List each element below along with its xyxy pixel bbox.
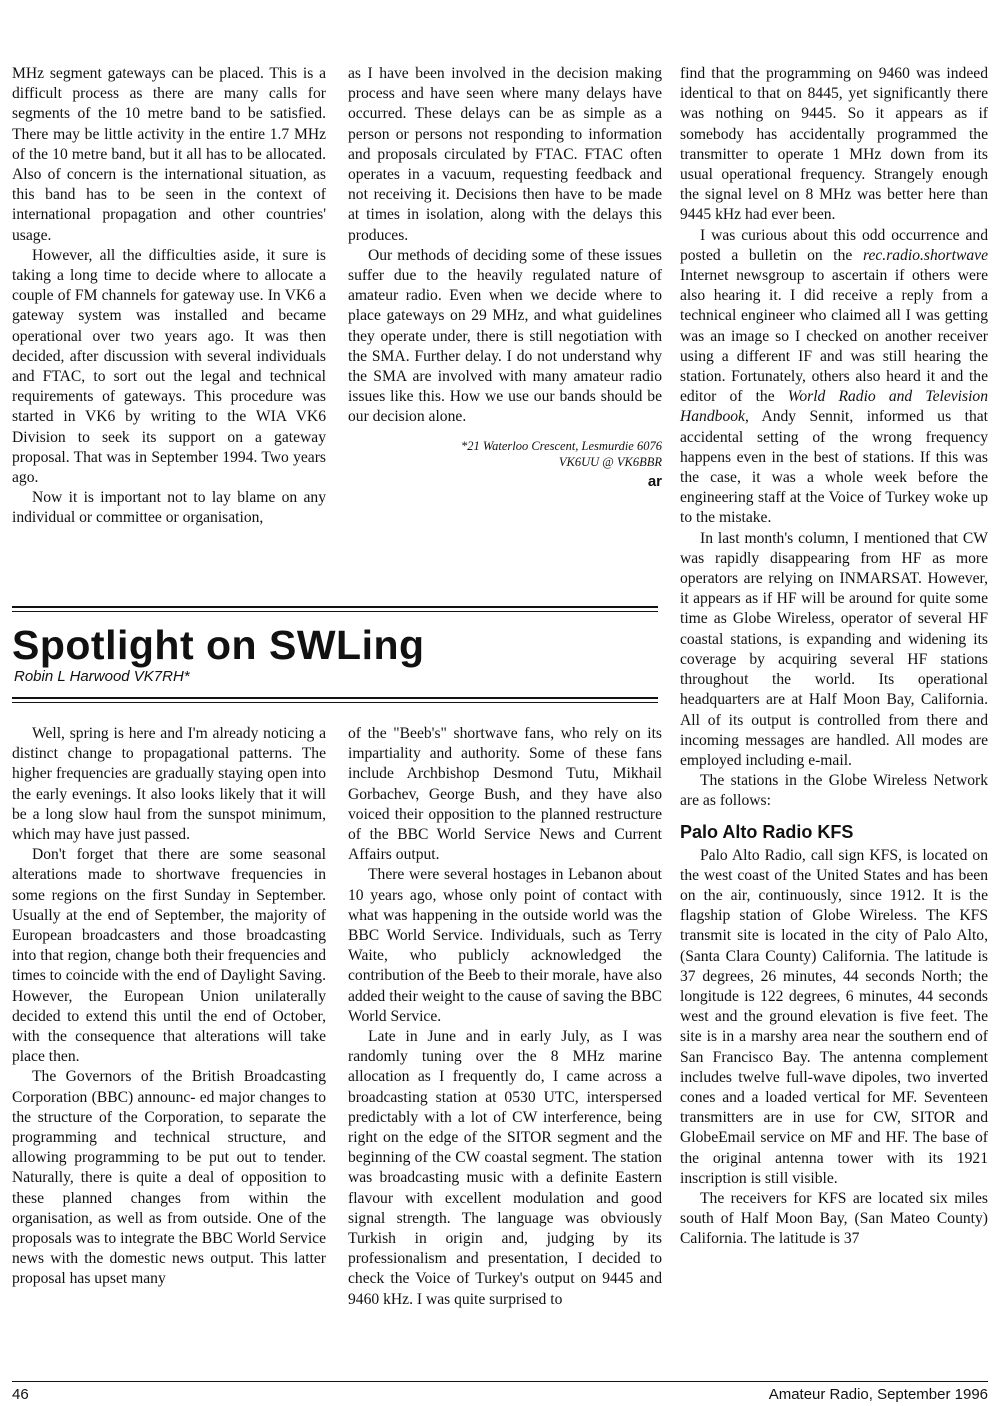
paragraph: MHz segment gateways can be placed. This is a difficult process as there are many calls for segments of the 10 metre band to be satisfied. There may be little activity in the entire 1.7 MHz of the 10 metre band, but it all has to be allocated. Also of concern is the international situation, as this band has to be seen in the context of international propagation and other countries' usage.	[12, 65, 326, 244]
paragraph: Palo Alto Radio, call sign KFS, is located on the west coast of the United States and has been on the air, continuously, since 1912. It is the flagship station of Globe Wireless. The KFS transmit site is located in the city of Palo Alto, (Santa Clara County) California. The latitude is 37 degrees, 26 minutes, 44 seconds North; the longitude is 122 degrees, 6 minutes, 44 seconds west and the ground elevation is five feet. The site is in a marshy area near the southern end of San Francisco Bay. The antenna complement includes twelve full-wave dipoles, two inverted cones and a loaded vertical for MF. Seventeen transmitters are in use for CW, SITOR and GlobeEmail service on MF and HF. The base of the original antenna tower with its 1921 inscription is still visible.	[680, 846, 988, 1187]
paragraph: Don't forget that there are some seasonal alterations made to shortwave frequencies in some regions on the first Sunday in September. Usually at the end of September, the majority of European broadcasters and those broadcasting into that region, change both their frequencies and times to coincide with the end of Daylight Saving. However, the European Union unilaterally decided to extend this until the end of October, with the consequence that alterations will take place then.	[12, 846, 326, 1066]
end-mark: ar	[647, 472, 662, 490]
section-rule-bottom-thin	[12, 702, 658, 703]
article-title: Spotlight on SWLing	[12, 622, 425, 668]
paragraph: Well, spring is here and I'm already noticing a distinct change to propagational patterns. The higher frequencies are gradually staying open into the early evenings. It also looks likely that it will be a long slow haul from the sunspot minimum, which may have just passed.	[12, 725, 326, 844]
section-rule-top	[12, 606, 658, 608]
right-column	[680, 64, 988, 1250]
text-run: Internet newsgroup to ascertain if others were also hearing it. I did receive a reply from a technical engineer who claimed all I was getting was an image so I checked on another receiver using a different IF and was still hearing the station. Fortunately, others also heard it and the editor of the	[680, 267, 988, 406]
footer-rule	[12, 1381, 988, 1382]
article-author: Robin L Harwood VK7RH*	[14, 668, 190, 685]
page-number: 46	[12, 1386, 29, 1403]
paragraph: of the "Beeb's" shortwave fans, who rely on its impartiality and authority. Some of these fans include Archbishop Desmond Tutu, Mikhail Gorbachev, George Bush, and they have also voiced their opposition to the planned restructure of the BBC World Service News and Current Affairs output.	[348, 725, 662, 864]
publication-footer: Amateur Radio, September 1996	[768, 1386, 988, 1403]
top-column-2	[348, 64, 662, 492]
paragraph: The stations in the Globe Wireless Network are as follows:	[680, 772, 988, 810]
publication-name: World Radio and Television Handbook	[680, 388, 988, 426]
author-callsign: VK6UU @ VK6BBR	[558, 454, 662, 469]
text-run: I was curious about this odd occurrence and posted a bulletin on the	[680, 226, 988, 264]
newsgroup-name: rec.radio.shortwave	[862, 246, 988, 264]
top-column-1	[12, 64, 326, 529]
paragraph: Late in June and in early July, as I was randomly tuning over the 8 MHz marine allocation as I frequently do, I came across a broadcasting station at 0530 UTC, interspersed predictably with a lot of CW interference, being right on the edge of the SITOR segment and the beginning of the CW coastal segment. The station was broadcasting music with a definite Eastern flavour with excellent modulation and good signal strength. The language was obviously Turkish in origin and, judging by its professionalism and presentation, I decided to check the Voice of Turkey's output on 9445 and 9460 kHz. I was quite surprised to	[348, 1028, 662, 1308]
paragraph: find that the programming on 9460 was indeed identical to that on 8445, yet significantly there was nothing on 9445. So it appears as if somebody has accidentally programmed the transmitter to operate 1 MHz down from its usual operational frequency. Strangely enough the signal level on 8 MHz was better here than 9445 kHz had ever been.	[680, 65, 988, 224]
paragraph: The Governors of the British Broadcasting Corporation (BBC) announc- ed major changes to the structure of the Corporation, to separate the programming and technical structure, and allowing programming to be put out to tender. Naturally, there is quite a deal of opposition to these planned changes from within the organisation, as well as from outside. One of the proposals was to integrate the BBC World Service news with the domestic news output. This latter proposal has upset many	[12, 1068, 326, 1288]
paragraph: The receivers for KFS are located six miles south of Half Moon Bay, (San Mateo County) California. The latitude is 37	[680, 1189, 988, 1248]
section-rule-top-thin	[12, 611, 658, 612]
paragraph	[680, 226, 988, 529]
paragraph: In last month's column, I mentioned that CW was rapidly disappearing from HF as more operators are relying on INMARSAT. However, it appears as if HF will be around for quite some time as Globe Wireless, operator of several HF coastal stations, is expanding and widening its coverage by acquiring several HF stations throughout the world. Its operational headquarters are at Half Moon Bay, California. All of its output is controlled from there and incoming messages are handled. All modes are employed including e-mail.	[680, 529, 988, 769]
paragraph: There were several hostages in Lebanon about 10 years ago, whose only point of contact with what was happening in the outside world was the BBC World Service. Individuals, such as Terry Waite, who publicly acknowledged the contribution of the Beeb to their morale, have also added their weight to the cause of saving the BBC World Service.	[348, 866, 662, 1025]
paragraph: Our methods of deciding some of these issues suffer due to the heavily regulated nature of amateur radio. Even when we decide where to place gateways on 29 MHz, and what guidelines they operate under, there is still negotiation with the SMA. Further delay. I do not understand why the SMA are involved with many amateur radio issues like this. How we use our bands should be our decision alone.	[348, 246, 662, 426]
paragraph: Now it is important not to lay blame on any individual or committee or organisation,	[12, 489, 326, 527]
paragraph: as I have been involved in the decision making process and have seen where many delays have occurred. These delays can be as simple as a person or persons not responding to information and proposals circulated by FTAC. FTAC often operates in a vacuum, requesting feedback and not receiving it. Decisions then have to be made at times in isolation, along with the delays this produces.	[348, 65, 662, 244]
text-run: , Andy Sennit, informed us that accidental setting of the wrong frequency happens even in the best of stations. If this was the case, it was a whole week before the engineering staff at the Voice of Turkey woke up to the mistake.	[680, 408, 988, 527]
paragraph: However, all the difficulties aside, it sure is taking a long time to decide where to allocate a couple of FM channels for gateway use. In VK6 a gateway system was installed and became operational over two years ago. It was then decided, after discussion with several individuals and FTAC, to sort out the legal and technical requirements of gateways. This procedure was started in VK6 by writing to the WIA VK6 Division to seek its support on a gateway proposal. That was in September 1994. Two years ago.	[12, 246, 326, 487]
article-column-1	[12, 724, 326, 1290]
author-address: *21 Waterloo Crescent, Lesmurdie 6076	[460, 438, 662, 453]
section-rule-bottom	[12, 697, 658, 699]
article-column-2	[348, 724, 662, 1310]
section-subheading: Palo Alto Radio KFS	[680, 821, 854, 842]
